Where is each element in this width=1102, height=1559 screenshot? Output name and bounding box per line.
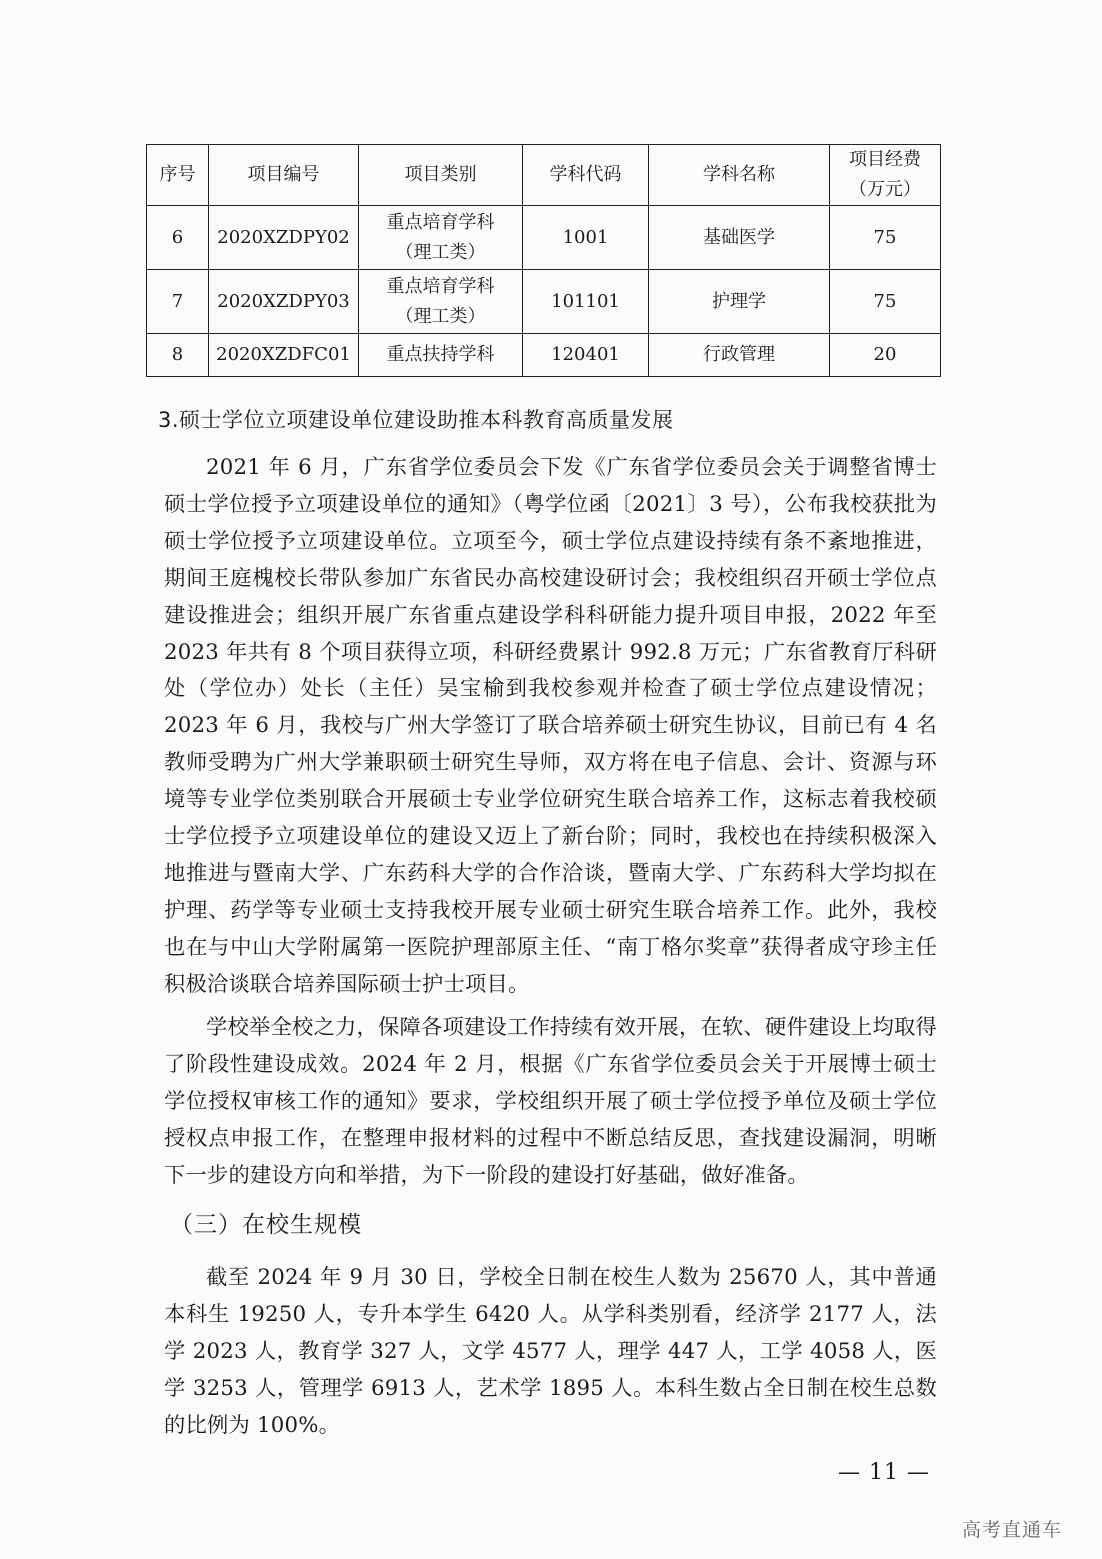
cell-category-line1: 重点培育学科 [386,275,495,297]
cell-subject-code: 1001 [523,206,649,270]
project-table [146,144,941,377]
cell-code: 2020XZDPY03 [209,270,359,334]
page-number: — 11 — [838,1460,930,1485]
cell-subject-name: 行政管理 [649,334,830,377]
header-code: 项目编号 [209,145,359,206]
table-row [147,334,941,377]
cell-subject-name: 护理学 [649,270,830,334]
cell-no: 6 [147,206,209,270]
cell-fund: 75 [830,270,941,334]
header-subject-code: 学科代码 [523,145,649,206]
cell-fund: 75 [830,206,941,270]
header-category: 项目类别 [359,145,523,206]
table-row [147,206,941,270]
cell-category [359,206,523,270]
cell-category [359,270,523,334]
cell-subject-code: 120401 [523,334,649,377]
cell-code: 2020XZDPY02 [209,206,359,270]
cell-no: 8 [147,334,209,377]
paragraph-construction-results: 学校举全校之力，保障各项建设工作持续有效开展，在软、硬件建设上均取得了阶段性建设成效。2024 年 2 月，根据《广东省学位委员会关于开展博士硕士学位授权审核工作的通知》要求，学校组织开展了硕士学位授予单位及硕士学位授权点申报工作，在整理申报材料的过程中不断总结反思，查找建设漏洞，明晰下一步的建设方向和举措，为下一阶段的建设打好基础，做好准备。 [164,1015,937,1188]
table-row [147,270,941,334]
cell-category-line1: 重点培育学科 [386,211,495,233]
cell-no: 7 [147,270,209,334]
header-subject-name: 学科名称 [649,145,830,206]
cell-subject-code: 101101 [523,270,649,334]
cell-category-line2: （理工类） [395,305,486,327]
header-no: 序号 [147,145,209,206]
cell-category: 重点扶持学科 [359,334,523,377]
paragraph-enrollment: 截至 2024 年 9 月 30 日，学校全日制在校生人数为 25670 人，其中普通本科生 19250 人，专升本学生 6420 人。从学科类别看，经济学 2177 人，法学 2023 人，教育学 327 人，文学 4577 人，理学 447 人，工学 4058 人，医学 3253 人，管理学 6913 人，艺术学 1895 人。本科生数占全日制在校生总数的比例为 100%。 [164,1265,937,1438]
cell-fund: 20 [830,334,941,377]
watermark: 高考直通车 [962,1519,1063,1541]
header-fund-line1: 项目经费 [849,149,921,170]
cell-subject-name: 基础医学 [649,206,830,270]
cell-code: 2020XZDFC01 [209,334,359,377]
subsection-heading: 3.硕士学位立项建设单位建设助推本科教育高质量发展 [158,408,674,432]
cell-category-line2: （理工类） [395,241,486,263]
table-header-row [147,145,941,206]
header-fund-line2: （万元） [849,179,921,200]
section-title: （三）在校生规模 [170,1212,362,1238]
paragraph-master-degree-progress: 2021 年 6 月，广东省学位委员会下发《广东省学位委员会关于调整省博士硕士学位授予立项建设单位的通知》（粤学位函〔2021〕3 号），公布我校获批为硕士学位授予立项建设单位。立项至今，硕士学位点建设持续有条不紊地推进，期间王庭槐校长带队参加广东省民办高校建设研讨会；我校组织召开硕士学位点建设推进会；组织开展广东省重点建设学科科研能力提升项目申报，2022 年至 2023 年共有 8 个项目获得立项，科研经费累计 992.8 万元；广东省教育厅科研处（学位办）处长（主任）吴宝榆到我校参观并检查了硕士学位点建设情况；2023 年 6 月，我校与广州大学签订了联合培养硕士研究生协议，目前已有 4 名教师受聘为广州大学兼职硕士研究生导师，双方将在电子信息、会计、资源与环境等专业学位类别联合开展硕士专业学位研究生联合培养工作，这标志着我校硕士学位授予立项建设单位的建设又迈上了新台阶；同时，我校也在持续积极深入地推进与暨南大学、广东药科大学的合作洽谈，暨南大学、广东药科大学均拟在护理、药学等专业硕士支持我校开展专业硕士研究生联合培养工作。此外，我校也在与中山大学附属第一医院护理部原主任、“南丁格尔奖章”获得者成守珍主任积极洽谈联合培养国际硕士护士项目。 [164,455,937,997]
header-fund [830,145,941,206]
